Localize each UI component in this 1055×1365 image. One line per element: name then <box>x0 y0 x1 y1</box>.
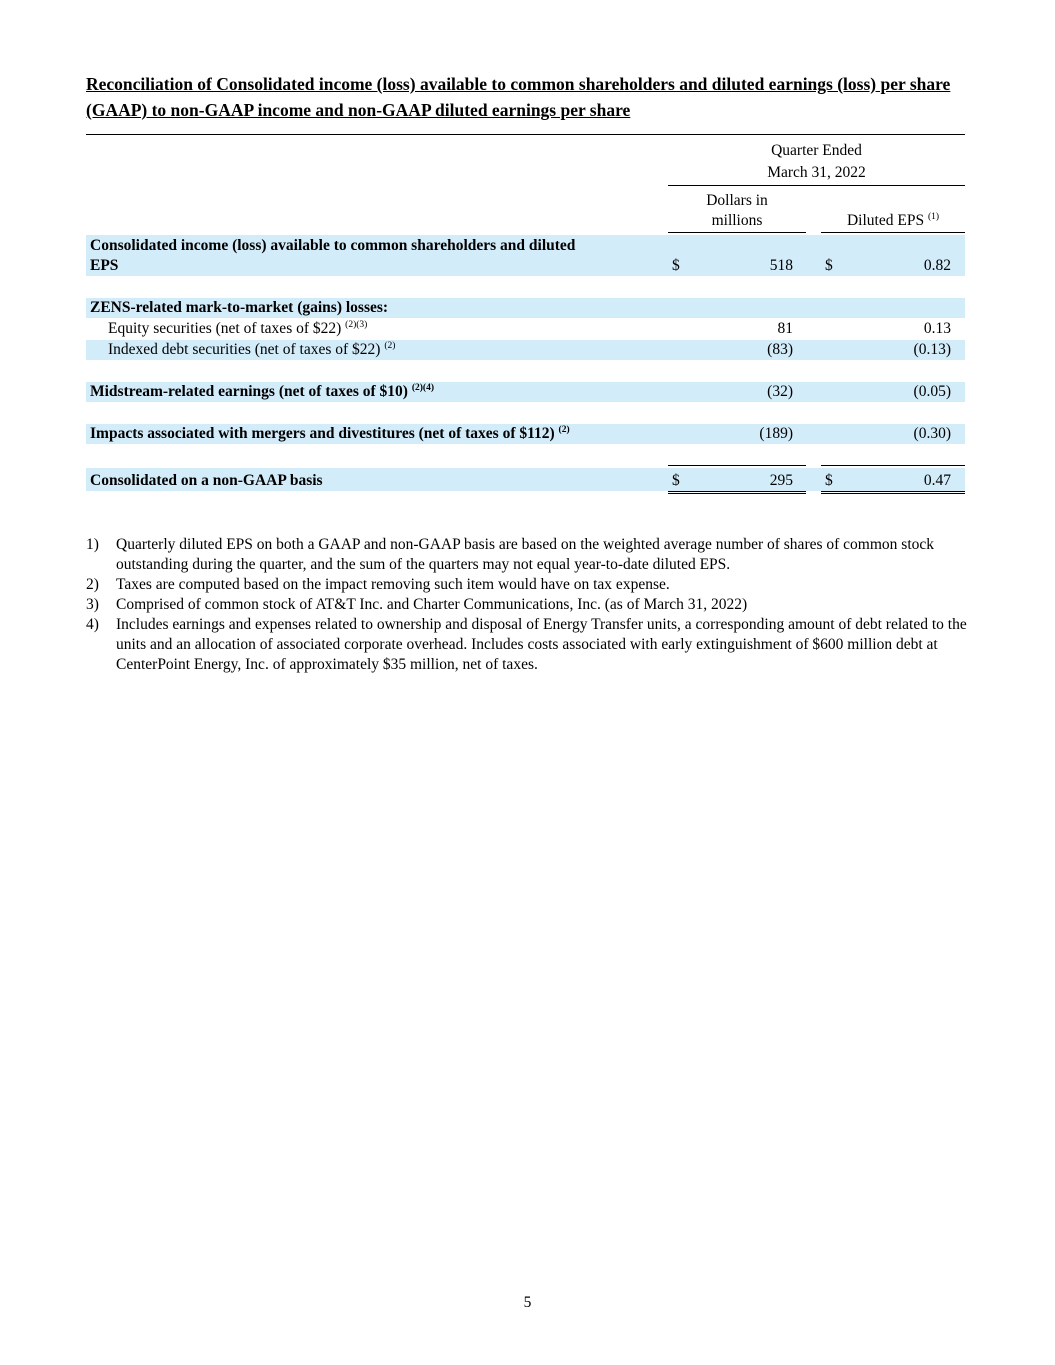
dollar-sign: $ <box>672 472 680 489</box>
page-number: 5 <box>523 1294 532 1311</box>
footnote-text: Comprised of common stock of AT&T Inc. and Charter Communications, Inc. (as of March 31, 2022) <box>116 596 748 613</box>
dollars-header-line1: Dollars in <box>706 192 768 209</box>
table-row-mergers <box>86 424 965 444</box>
top-rule <box>86 134 965 135</box>
dollars-value: 518 <box>769 257 793 274</box>
dollars-value: (189) <box>759 425 793 442</box>
footnote-text: Quarterly diluted EPS on both a GAAP and non-GAAP basis are based on the weighted average number of shares of common stock outstanding during the quarter, and the sum of the quarters may not equal year-to-date diluted EPS. <box>116 536 935 573</box>
period-line2: March 31, 2022 <box>767 164 866 181</box>
dollars-column-header <box>668 191 806 231</box>
table-row-equity-securities <box>86 319 965 339</box>
footnote-item <box>86 575 971 595</box>
eps-dollar-sign: $ <box>825 257 833 274</box>
eps-column-header <box>821 211 965 231</box>
total-rule-eps <box>821 465 965 466</box>
eps-value: 0.13 <box>923 320 951 337</box>
double-underline-eps <box>821 491 965 494</box>
table-heading: Reconciliation of Consolidated income (loss) available to common shareholders and diluted earnings (loss) per share (GAAP) to non-GAAP income and non-GAAP diluted earnings per share <box>86 74 951 120</box>
dollars-header-line2: millions <box>711 212 763 229</box>
dollars-header-rule <box>668 232 806 233</box>
footnote-ref: (2) <box>558 425 570 435</box>
footnote-text: Includes earnings and expenses related to ownership and disposal of Energy Transfer units, a corresponding amount of debt related to the units and an allocation of associated corporate overhead. Includes costs associated with early extinguishment of $600 million debt at CenterPoint Energy, Inc. of approximately $35 million, net of taxes. <box>116 616 967 673</box>
footnote-number: 1) <box>86 536 99 553</box>
period-header <box>668 140 965 184</box>
footnote-ref: (2) <box>384 341 396 351</box>
row-label: Midstream-related earnings (net of taxes of $10) $^{(2)(4)}$ <box>90 383 435 400</box>
footnote-item <box>86 535 971 575</box>
footnote-ref: (2)(4) <box>411 383 435 393</box>
double-underline-dollars <box>668 491 806 494</box>
row-label-line2: EPS <box>90 257 119 274</box>
eps-value: 0.82 <box>923 257 951 274</box>
period-line1: Quarter Ended <box>771 142 862 159</box>
footnote-ref: (2)(3) <box>345 320 368 330</box>
row-label: Impacts associated with mergers and divestitures (net of taxes of $112) $^{(2)}$ <box>90 425 570 442</box>
dollars-value: (83) <box>767 341 793 358</box>
table-row-indexed-debt <box>86 340 965 360</box>
footnote-number: 2) <box>86 576 99 593</box>
table-row-consolidated-income <box>86 235 965 276</box>
footnote-number: 3) <box>86 596 99 613</box>
footnote-item <box>86 595 971 615</box>
dollars-value: (32) <box>767 383 793 400</box>
row-label: Consolidated on a non-GAAP basis <box>90 472 323 489</box>
footnote-text: Taxes are computed based on the impact removing such item would have on tax expense. <box>116 576 670 593</box>
row-label: ZENS-related mark-to-market (gains) losses: <box>90 299 389 316</box>
period-rule <box>668 185 965 186</box>
footnote-item <box>86 615 971 675</box>
table-row-zens-header <box>86 298 965 318</box>
dollar-sign: $ <box>672 257 680 274</box>
row-label-line1: Consolidated income (loss) available to common shareholders and diluted <box>90 237 576 254</box>
total-rule-dollars <box>668 465 806 466</box>
footnote-number: 4) <box>86 616 99 633</box>
dollars-value: 295 <box>769 472 793 489</box>
eps-value: 0.47 <box>923 472 951 489</box>
table-row-non-gaap-total <box>86 468 965 491</box>
footnotes <box>86 535 971 675</box>
eps-dollar-sign: $ <box>825 472 833 489</box>
table-row-midstream <box>86 382 965 402</box>
row-label: Indexed debt securities (net of taxes of $22) $^{(2)}$ <box>108 341 396 358</box>
eps-header-rule <box>821 232 965 233</box>
eps-value: (0.05) <box>913 383 951 400</box>
eps-value: (0.30) <box>913 425 951 442</box>
eps-header-footnote-ref: (1) <box>927 212 940 222</box>
eps-value: (0.13) <box>913 341 951 358</box>
dollars-value: 81 <box>777 320 793 337</box>
row-label: Equity securities (net of taxes of $22) $^{(2)(3)}$ <box>108 320 368 337</box>
eps-header-label: Diluted EPS <box>846 212 925 229</box>
